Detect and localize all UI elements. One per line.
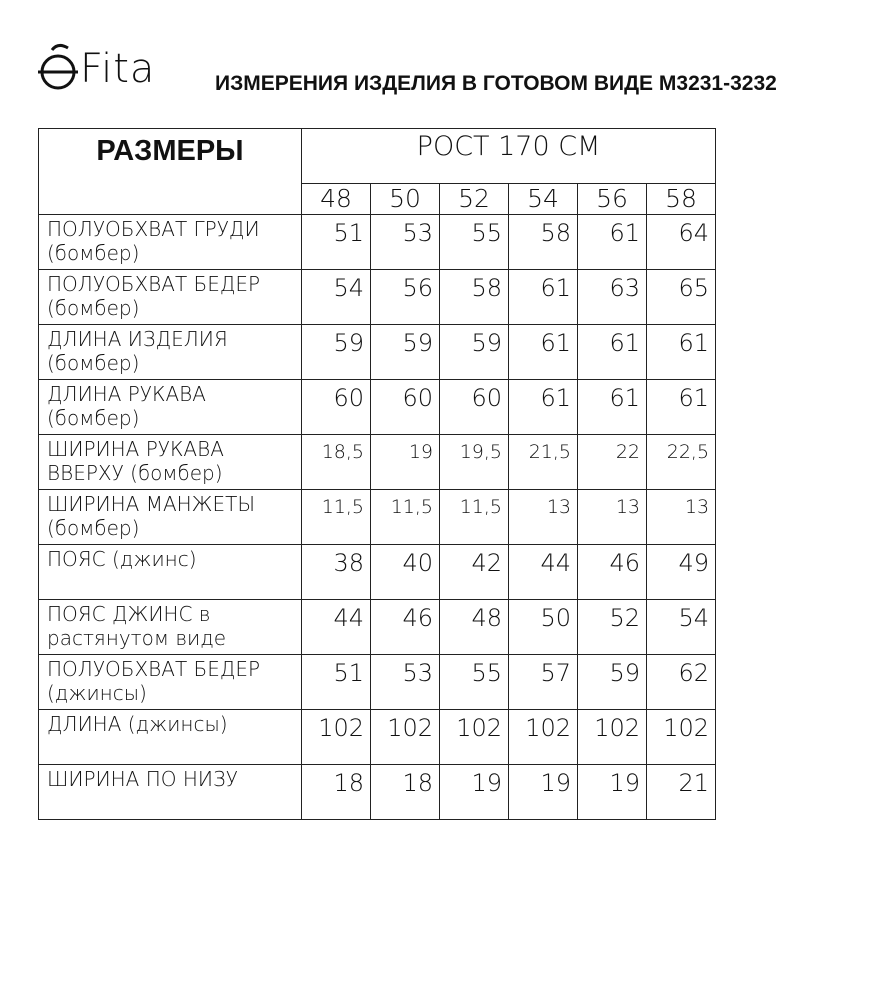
measurement-value: 11,5 <box>371 490 440 545</box>
size-column-header: 54 <box>509 184 578 215</box>
measurement-value: 19 <box>371 435 440 490</box>
measurement-value: 102 <box>440 710 509 765</box>
size-column-header: 52 <box>440 184 509 215</box>
measurement-value: 102 <box>578 710 647 765</box>
table-row <box>39 270 716 325</box>
measurement-value: 44 <box>509 545 578 600</box>
measurement-value: 13 <box>509 490 578 545</box>
measurement-value: 61 <box>509 325 578 380</box>
measurement-value: 54 <box>647 600 716 655</box>
measurement-value: 40 <box>371 545 440 600</box>
table-row <box>39 380 716 435</box>
measurement-label: ПОЛУОБХВАТ БЕДЕР (джинсы) <box>39 655 302 710</box>
measurement-value: 65 <box>647 270 716 325</box>
measurement-value: 46 <box>578 545 647 600</box>
height-header: РОСТ 170 СМ <box>302 129 716 184</box>
measurement-value: 53 <box>371 655 440 710</box>
table-row <box>39 600 716 655</box>
measurement-value: 52 <box>578 600 647 655</box>
measurement-value: 102 <box>371 710 440 765</box>
measurement-value: 55 <box>440 215 509 270</box>
table-row <box>39 435 716 490</box>
measurement-label: ШИРИНА ПО НИЗУ <box>39 765 302 820</box>
measurement-value: 102 <box>647 710 716 765</box>
measurement-value: 11,5 <box>302 490 371 545</box>
measurement-value: 60 <box>371 380 440 435</box>
measurement-value: 11,5 <box>440 490 509 545</box>
measurement-value: 60 <box>302 380 371 435</box>
measurement-value: 18 <box>302 765 371 820</box>
table-row <box>39 215 716 270</box>
measurement-value: 54 <box>302 270 371 325</box>
measurement-label: ШИРИНА МАНЖЕТЫ (бомбер) <box>39 490 302 545</box>
measurement-value: 21,5 <box>509 435 578 490</box>
measurement-value: 50 <box>509 600 578 655</box>
measurement-value: 21 <box>647 765 716 820</box>
measurement-label: ПОЯС ДЖИНС в растянутом виде <box>39 600 302 655</box>
measurement-value: 61 <box>509 380 578 435</box>
measurement-value: 102 <box>302 710 371 765</box>
measurement-value: 57 <box>509 655 578 710</box>
measurement-value: 19,5 <box>440 435 509 490</box>
measurement-value: 61 <box>509 270 578 325</box>
size-column-header: 50 <box>371 184 440 215</box>
measurement-value: 18,5 <box>302 435 371 490</box>
measurement-label: ПОЛУОБХВАТ БЕДЕР (бомбер) <box>39 270 302 325</box>
measurement-value: 56 <box>371 270 440 325</box>
measurement-value: 13 <box>647 490 716 545</box>
brand-name: Fita <box>80 46 156 92</box>
measurement-value: 38 <box>302 545 371 600</box>
measurements-table <box>38 128 716 820</box>
measurement-value: 59 <box>371 325 440 380</box>
measurement-value: 53 <box>371 215 440 270</box>
measurement-value: 62 <box>647 655 716 710</box>
size-column-header: 58 <box>647 184 716 215</box>
measurement-value: 48 <box>440 600 509 655</box>
measurement-value: 59 <box>578 655 647 710</box>
measurement-value: 58 <box>509 215 578 270</box>
measurement-value: 102 <box>509 710 578 765</box>
measurement-value: 61 <box>647 380 716 435</box>
measurement-value: 59 <box>302 325 371 380</box>
table-row <box>39 655 716 710</box>
measurement-value: 44 <box>302 600 371 655</box>
measurement-value: 46 <box>371 600 440 655</box>
measurement-value: 42 <box>440 545 509 600</box>
measurement-value: 51 <box>302 215 371 270</box>
measurement-label: ДЛИНА ИЗДЕЛИЯ (бомбер) <box>39 325 302 380</box>
measurement-value: 61 <box>647 325 716 380</box>
table-row <box>39 710 716 765</box>
measurement-value: 13 <box>578 490 647 545</box>
table-row <box>39 490 716 545</box>
measurement-label: ПОЛУОБХВАТ ГРУДИ (бомбер) <box>39 215 302 270</box>
size-column-header: 48 <box>302 184 371 215</box>
measurement-label: ДЛИНА (джинсы) <box>39 710 302 765</box>
document-title: ИЗМЕРЕНИЯ ИЗДЕЛИЯ В ГОТОВОМ ВИДЕ М3231-3232 <box>215 72 777 95</box>
measurement-value: 51 <box>302 655 371 710</box>
table-row <box>39 765 716 820</box>
measurement-value: 59 <box>440 325 509 380</box>
measurement-value: 19 <box>578 765 647 820</box>
table-row <box>39 545 716 600</box>
measurement-value: 60 <box>440 380 509 435</box>
measurement-label: ДЛИНА РУКАВА (бомбер) <box>39 380 302 435</box>
measurement-value: 61 <box>578 380 647 435</box>
measurement-value: 64 <box>647 215 716 270</box>
measurement-value: 61 <box>578 325 647 380</box>
measurement-value: 61 <box>578 215 647 270</box>
measurement-label: ПОЯС (джинс) <box>39 545 302 600</box>
size-column-header: 56 <box>578 184 647 215</box>
measurement-value: 55 <box>440 655 509 710</box>
table-row <box>39 325 716 380</box>
measurement-value: 22,5 <box>647 435 716 490</box>
measurement-value: 19 <box>440 765 509 820</box>
measurement-value: 19 <box>509 765 578 820</box>
measurement-label: ШИРИНА РУКАВА ВВЕРХУ (бомбер) <box>39 435 302 490</box>
measurement-value: 49 <box>647 545 716 600</box>
measurement-value: 58 <box>440 270 509 325</box>
measurement-value: 22 <box>578 435 647 490</box>
sizes-header: РАЗМЕРЫ <box>39 129 302 215</box>
measurement-value: 63 <box>578 270 647 325</box>
measurement-value: 18 <box>371 765 440 820</box>
